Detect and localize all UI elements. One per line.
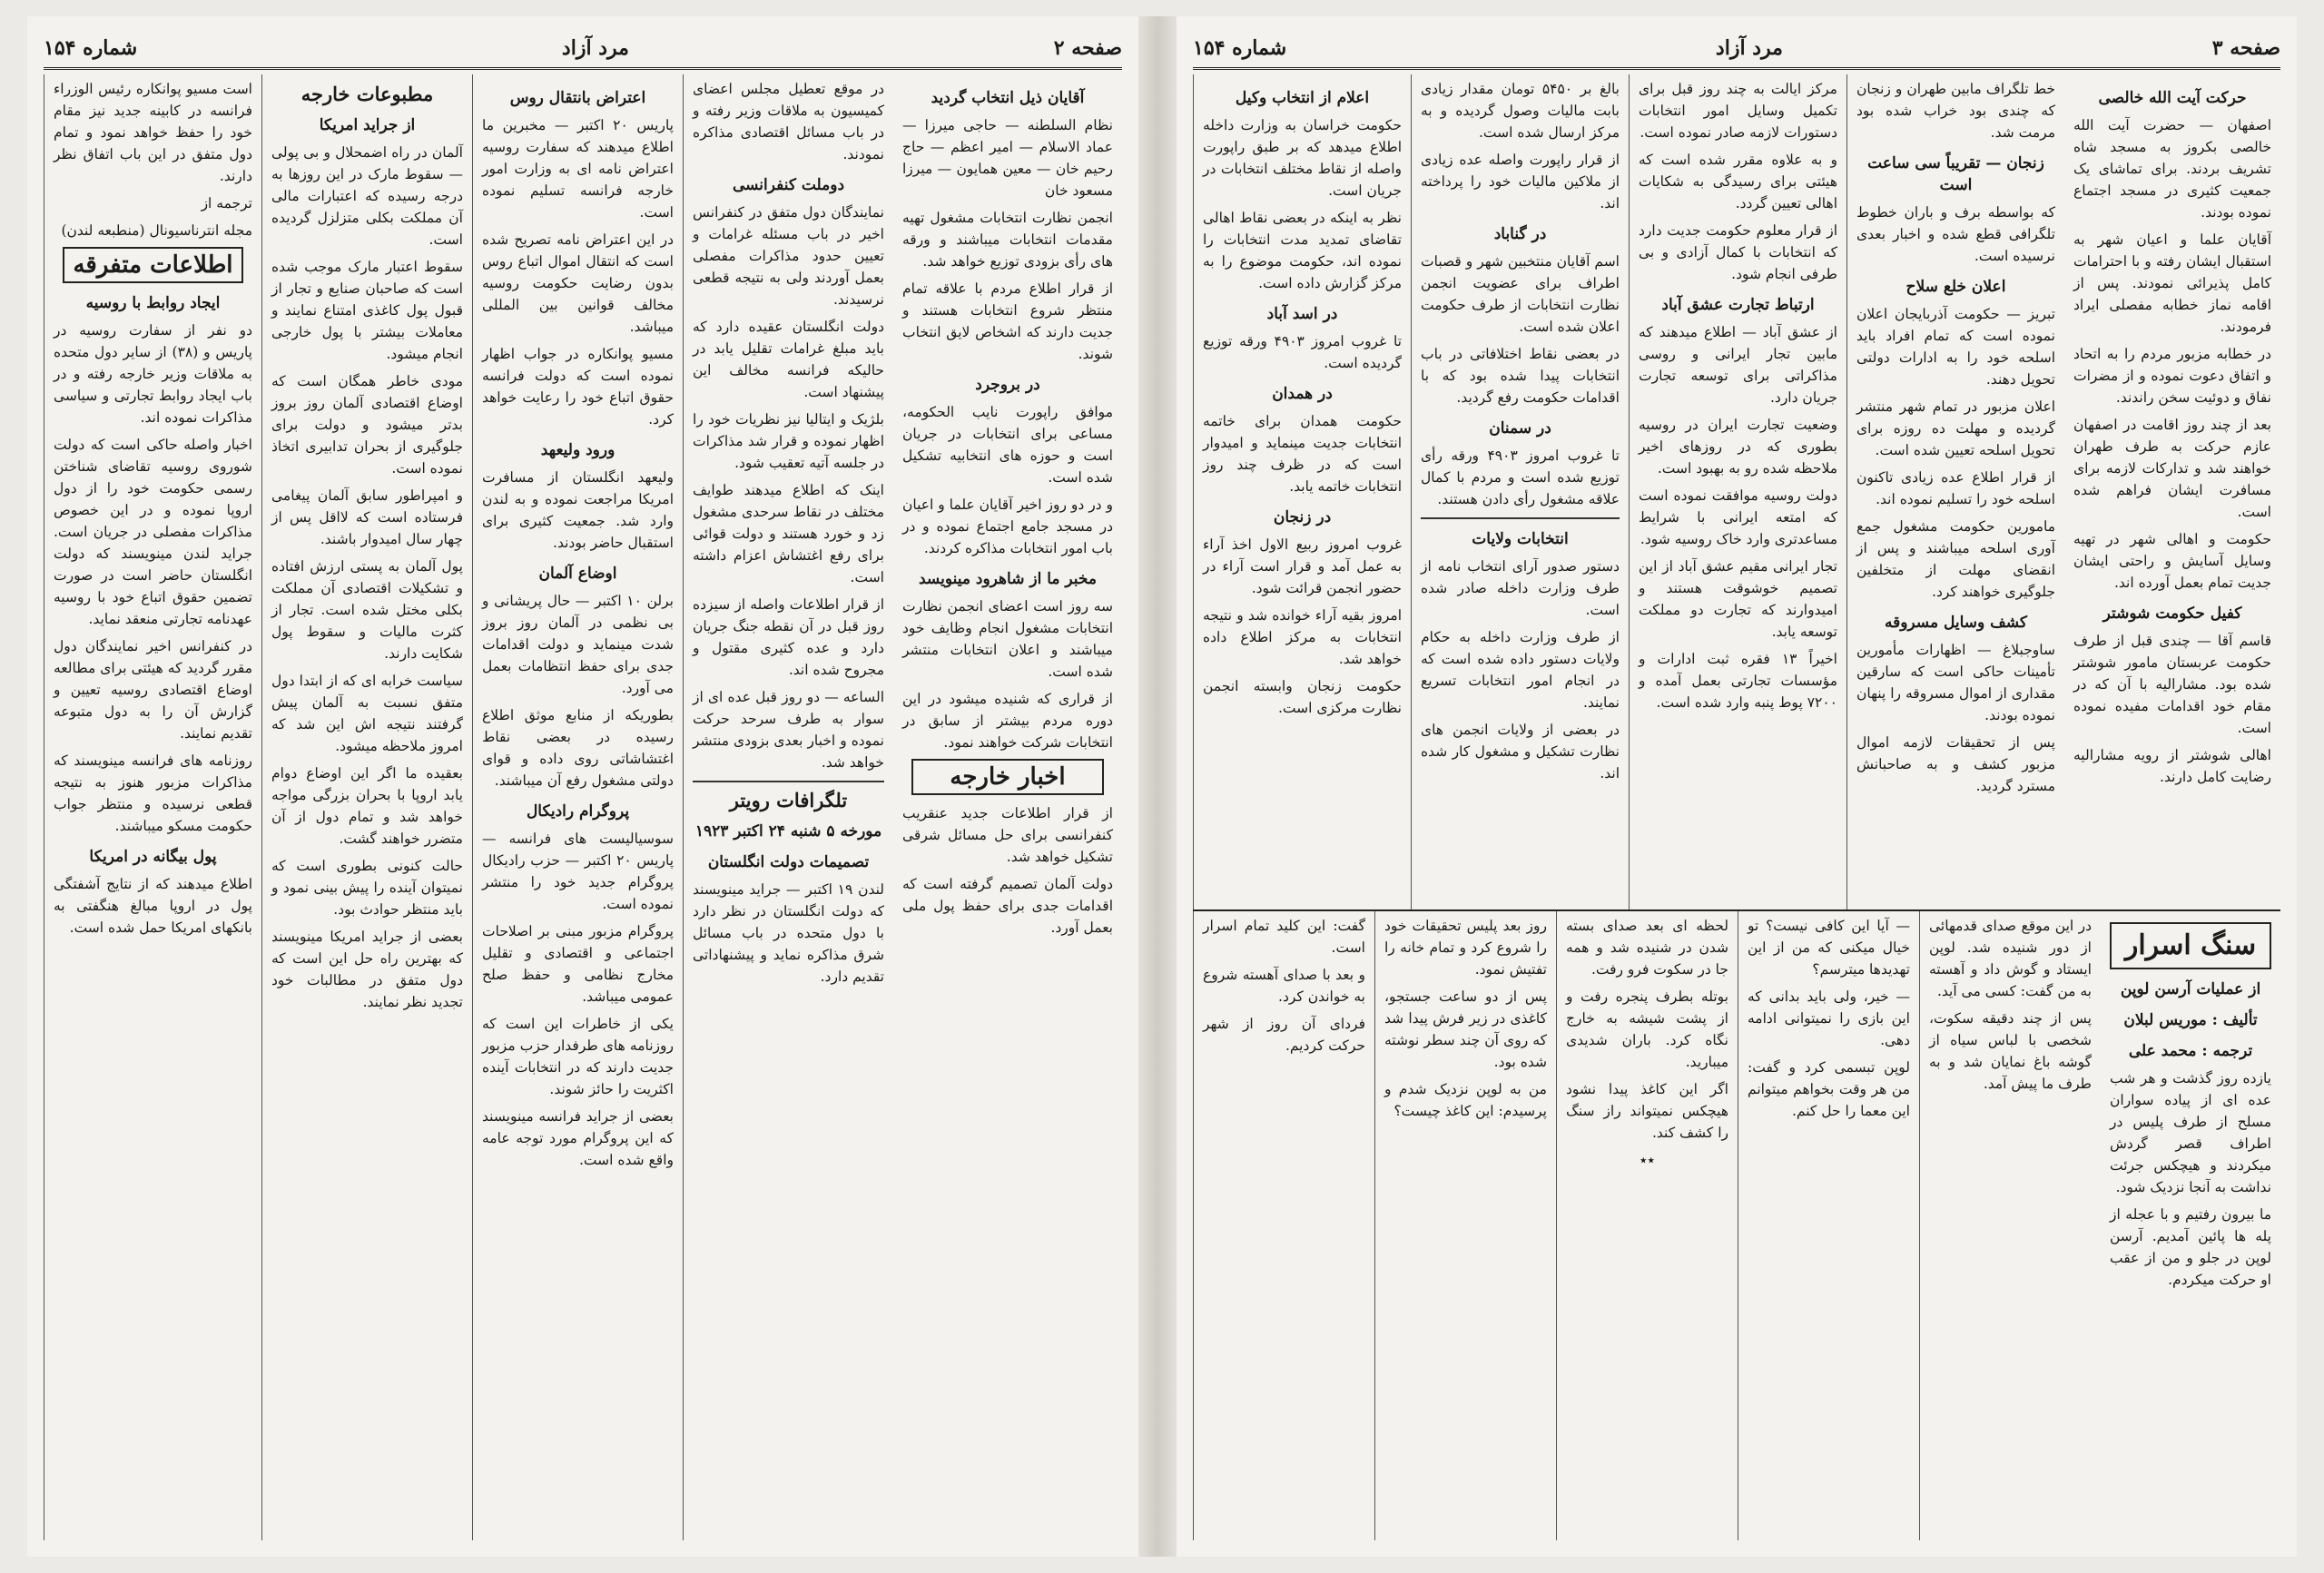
article-text: تبریز — حکومت آذربایجان اعلان نموده است که تمام افراد باید اسلحه خود را به ادارات دولتی تحویل دهند.: [1856, 306, 2055, 388]
article-text: تا غروب امروز ۴۹۰۳ ورقه رأی توزیع شده است و مردم با کمال علاقه مشغول رأی دادن هستند.: [1421, 447, 1620, 507]
story-text: در این موقع صدای قدمهائی از دور شنیده شد. لوپن ایستاد و گوش داد و آهسته به من گفت: کسی می آید.: [1929, 918, 2092, 999]
header-page-number: صفحه ۳: [2211, 36, 2280, 60]
story-title: سنگ اسرار: [2110, 922, 2271, 969]
section-end-mark: ٭٭: [1640, 1152, 1655, 1168]
article-text: اخیراً ۱۳ فقره ثبت ادارات و مؤسسات تجارتی بعمل آمده و ۷۲۰۰ پوط پنبه وارد شده است.: [1639, 651, 1837, 711]
section-subtitle: پول بیگانه در امریکا: [89, 848, 217, 866]
article-text: در این اعتراض نامه تصریح شده است که انتقال اموال اتباع روس بدون رضایت حکومت روسیه مخالف قوانین بین المللی میباشد.: [482, 231, 674, 335]
article-text: مودی خاطر همگان است که اوضاع اقتصادی آلمان روز بروز بدتر میشود و دولت برای جلوگیری از بحران تدابیری اتخاذ نموده است.: [271, 373, 463, 477]
divider: [1421, 517, 1620, 519]
section-subtitle: در سمنان: [1489, 419, 1551, 437]
article-text: بطوریکه از منابع موثق اطلاع رسیده در بعضی نقاط اغتشاشاتی روی داده و قوای دولتی مشغول رفع آن میباشند.: [482, 707, 674, 789]
story-col-5: [1374, 911, 1556, 1540]
story-text: پس از دو ساعت جستجو، کاغذی در زیر فرش پیدا شد که روی آن چند سطر نوشته شده بود.: [1384, 988, 1547, 1070]
article-text: بعضی از جراید امریکا مینویسند که بهترین راه حل این است که دول متفق در مطالبات خود تجدید نظر نمایند.: [271, 929, 463, 1010]
article-text: سه روز است اعضای انجمن نظارت انتخابات مشغول انجام وظایف خود میباشند و اعلان انتخابات منتشر شده است.: [902, 598, 1113, 680]
section-subtitle: ایجاد روابط با روسیه: [85, 294, 221, 312]
article-text: اطلاع میدهند که از نتایج آشفتگی پول در اروپا مبالغ هنگفتی به بانکهای امریکا حمل شده است.: [54, 876, 252, 936]
article-text: در کنفرانس اخیر نمایندگان دول مقرر گردید که هیئتی برای مطالعه اوضاع اقتصادی روسیه تعیین و گزارش آن را به دول متبوعه تقدیم نمایند.: [54, 638, 252, 742]
section-subtitle: اعتراض بانتقال روس: [509, 89, 646, 107]
article-text: پروگرام مزبور مبنی بر اصلاحات اجتماعی و اقتصادی و تقلیل مخارج نظامی و حفظ صلح عمومی میباشد.: [482, 923, 674, 1005]
article-text: لندن ۱۹ اکتبر — جراید مینویسند که دولت انگلستان در نظر دارد با دول متحده در باب مسائل شرق مذاکره نماید و پیشنهاداتی تقدیم دارد.: [693, 881, 884, 985]
article-text: نمایندگان دول متفق در کنفرانس اخیر در باب مسئله غرامات و تعیین حدود مذاکرات مفصلی بعمل آوردند ولی به نتیجه قطعی نرسیدند.: [693, 204, 884, 308]
section-subtitle: در همدان: [1272, 385, 1333, 403]
dateline: مورخه ۵ شنبه ۲۴ اکتبر ۱۹۲۳: [694, 822, 882, 841]
article-text: از قرار اطلاع عده زیادی تاکنون اسلحه خود را تسلیم نموده اند.: [1856, 469, 2055, 507]
section-subtitle: اوضاع آلمان: [538, 565, 617, 583]
section-title: تلگرافات رویتر: [729, 789, 848, 811]
article-text: بعقیده ما اگر این اوضاع دوام یابد اروپا با بحران بزرگی مواجه خواهد شد و تمام دول از آن متضرر خواهند گشت.: [271, 765, 463, 847]
article-text: از قرار معلوم حکومت جدیت دارد که انتخابات با کمال آزادی و بی طرفی انجام شود.: [1639, 222, 1837, 282]
article-text: در بعضی از ولایات انجمن های نظارت تشکیل و مشغول کار شده اند.: [1421, 722, 1620, 782]
article-text: مجله انترناسیونال (منطبعه لندن): [61, 222, 252, 239]
article-text: دستور صدور آرای انتخاب نامه از طرف وزارت داخله صادر شده است.: [1421, 558, 1620, 618]
section-subtitle: پروگرام رادیکال: [526, 802, 630, 821]
story-col-1: [2101, 911, 2280, 1540]
article-text: اسم آقایان منتخبین شهر و قصبات اطراف برای عضویت انجمن نظارت انتخابات از طرف حکومت اعلان شده است.: [1421, 253, 1620, 335]
article-text: پس از تحقیقات لازمه اموال مزبور کشف و به صاحبانش مسترد گردید.: [1856, 734, 2055, 794]
newspaper-spread: [27, 16, 2297, 1557]
article-text: اعلان مزبور در تمام شهر منتشر گردیده و مهلت ده روزه برای تحویل اسلحه تعیین شده است.: [1856, 398, 2055, 458]
section-subtitle: در بروجرد: [975, 376, 1040, 394]
article-text: که بواسطه برف و باران خطوط تلگرافی قطع شده و اخبار بعدی نرسیده است.: [1856, 204, 2055, 264]
header-page-number: صفحه ۲: [1053, 36, 1122, 60]
section-subtitle: در گناباد: [1493, 225, 1547, 243]
right-upper-section: [1193, 74, 2280, 909]
article-text: حالت کنونی بطوری است که نمیتوان آینده را پیش بینی نمود و باید منتظر حوادث بود.: [271, 858, 463, 918]
article-text: ترجمه از: [201, 195, 252, 211]
right-page: [1177, 16, 2297, 1557]
story-translator: ترجمه : محمد علی: [2128, 1042, 2253, 1060]
article-text: آلمان در راه اضمحلال و بی پولی — سقوط مارک در این روزها به درجه رسیده که اعتبارات مالی آن مملکت بکلی متزلزل گردیده است.: [271, 144, 463, 248]
article-text: بلژیک و ایتالیا نیز نظریات خود را اظهار نموده و قرار شد مذاکرات در جلسه آتیه تعقیب شود.: [693, 411, 884, 471]
right-col-a: [2064, 74, 2280, 909]
article-text: و در دو روز اخیر آقایان علما و اعیان در مسجد جامع اجتماع نموده و در باب امور انتخابات مذاکره کردند.: [902, 496, 1113, 556]
article-text: الساعه — دو روز قبل عده ای از سوار به طرف سرحد حرکت نموده و اخبار بعدی بزودی منتشر خواهد شد.: [693, 689, 884, 771]
left-col-4: [683, 74, 893, 1540]
story-text: گفت: این کلید تمام اسرار است.: [1203, 918, 1365, 956]
article-text: یکی از خاطرات این است که روزنامه های طرفدار حزب مزبور جدیت دارند که در انتخابات آینده اکثریت را حائز شوند.: [482, 1016, 674, 1097]
article-text: از قرار اطلاعات جدید عنقریب کنفرانسی برای حل مسائل شرقی تشکیل خواهد شد.: [902, 805, 1113, 865]
article-text: نظام السلطنه — حاجی میرزا — عماد الاسلام — امیر اعظم — حاج رحیم خان — معین همایون — میرزا مسعود خان: [902, 117, 1113, 199]
header-issue-number: شماره ۱۵۴: [1193, 36, 1287, 60]
article-text: در بعضی نقاط اختلافاتی در باب انتخابات پیدا شده بود که با اقدامات حکومت رفع گردید.: [1421, 346, 1620, 406]
article-text: مرکز ایالت به چند روز قبل برای تکمیل وسایل امور انتخابات دستورات لازمه صادر نموده است.: [1639, 81, 1837, 141]
section-subtitle: آقایان ذیل انتخاب گردید: [931, 89, 1085, 107]
article-text: روزنامه های فرانسه مینویسند که مذاکرات مزبور هنوز به نتیجه قطعی نرسیده و منتظر جواب حکومت مسکو میباشند.: [54, 752, 252, 834]
article-text: ولیعهد انگلستان از مسافرت امریکا مراجعت نموده و به لندن وارد شد. جمعیت کثیری برای استقبال حاضر بودند.: [482, 469, 674, 551]
article-text: دولت انگلستان عقیده دارد که باید مبلغ غرامات تقلیل یابد در حالیکه فرانسه مخالف این پیشنهاد است.: [693, 319, 884, 400]
story-col-3: [1738, 911, 1919, 1540]
story-text: روز بعد پلیس تحقیقات خود را شروع کرد و تمام خانه را تفتیش نمود.: [1384, 918, 1547, 978]
article-text: ساوجبلاغ — اظهارات مأمورین تأمینات حاکی است که سارقین مقداری از اموال مسروقه را پنهان نموده بودند.: [1856, 642, 2055, 723]
article-text: بعد از چند روز اقامت در اصفهان عازم حرکت به طرف طهران خواهند شد و تدارکات لازمه برای مسافرت ایشان فراهم شده است.: [2073, 417, 2271, 520]
section-title: مطبوعات خارجه: [300, 83, 434, 105]
article-text: از قرار راپورت واصله عده زیادی از ملاکین مالیات خود را پرداخته اند.: [1421, 152, 1620, 211]
article-text: اخبار واصله حاکی است که دولت شوروی روسیه تقاضای شناختن رسمی حکومت خود را از دول اروپا نموده و در این خصوص مذاکرات مفصلی در جریان است. جراید لندن مینویسند که دولت انگلستان حاضر است در صورت تضمین حقوق اتباع خود با روسیه عهدنامه تجارتی منعقد نماید.: [54, 437, 252, 627]
story-text: و بعد با صدای آهسته شروع به خواندن کرد.: [1203, 967, 1365, 1005]
section-title: اطلاعات متفرقه: [63, 247, 243, 283]
story-col-2: [1919, 911, 2101, 1540]
header-issue-number: شماره ۱۵۴: [44, 36, 138, 60]
article-text: امروز بقیه آراء خوانده شد و نتیجه انتخابات به مرکز اطلاع داده خواهد شد.: [1203, 607, 1402, 667]
article-text: انجمن نظارت انتخابات مشغول تهیه مقدمات انتخابات میباشند و ورقه های رأی بزودی توزیع خواهد شد.: [902, 210, 1113, 270]
right-col-e: [1193, 74, 1411, 909]
left-page: [27, 16, 1138, 1557]
section-subtitle: حرکت آیت الله خالصی: [2098, 89, 2247, 107]
article-text: و امپراطور سابق آلمان پیغامی فرستاده است که لااقل پس از چهار سال امیدوار باشند.: [271, 487, 463, 547]
article-text: موافق راپورت نایب الحکومه، مساعی برای انتخابات در جریان است و حوزه های انتخابیه تشکیل شده است.: [902, 404, 1113, 486]
article-text: است مسیو پوانکاره رئیس الوزراء فرانسه در کابینه جدید نیز مقام خود را حفظ خواهد نمود و تمام دول متفق در این باب اتفاق نظر دارند.: [54, 81, 252, 184]
left-col-3: [472, 74, 683, 1540]
article-text: بعضی از جراید فرانسه مینویسند که این پروگرام مورد توجه عامه واقع شده است.: [482, 1108, 674, 1168]
article-text: برلن ۱۰ اکتبر — حال پریشانی و بی نظمی در آلمان روز بروز شدت مینماید و دولت اقدامات جدی برای حفظ انتظامات بعمل می آورد.: [482, 593, 674, 696]
right-col-c: [1629, 74, 1846, 909]
article-text: سقوط اعتبار مارک موجب شده است که صاحبان صنایع و تجار از قبول پول کاغذی امتناع نمایند و معاملات بیشتر با پول خارجی انجام میشود.: [271, 259, 463, 362]
story-text: پس از چند دقیقه سکوت، شخصی با لباس سیاه از گوشه باغ نمایان شد و به طرف ما پیش آمد.: [1929, 1010, 2092, 1092]
article-text: بالغ بر ۵۴۵۰ تومان مقدار زیادی بابت مالیات وصول گردیده و به مرکز ارسال شده است.: [1421, 81, 1620, 141]
section-subtitle: کفیل حکومت شوشتر: [2102, 605, 2242, 623]
section-subtitle: از جراید امریکا: [319, 116, 416, 134]
story-author: تألیف : موریس لبلان: [2123, 1011, 2258, 1029]
article-text: از قرار اطلاعات واصله از سیزده روز قبل در آن نقطه جنگ جریان دارد و عده کثیری مقتول و مجروح شده اند.: [693, 596, 884, 678]
article-text: اصفهان — حضرت آیت الله خالصی بکروز به مسجد شاه تشریف بردند. برای تماشای یک جمعیت کثیری در مسجد اجتماع نموده بودند.: [2073, 117, 2271, 221]
right-col-d: [1411, 74, 1629, 909]
section-subtitle: کشف وسایل مسروقه: [1884, 614, 2028, 632]
story-text: ما بیرون رفتیم و با عجله از پله ها پائین آمدیم. آرسن لوپن در جلو و من از عقب او حرکت میکردم.: [2110, 1206, 2271, 1288]
article-text: نظر به اینکه در بعضی نقاط اهالی تقاضای تمدید مدت انتخابات را نموده اند، حکومت موضوع را به مرکز گزارش داده است.: [1203, 210, 1402, 291]
story-col-6: [1193, 911, 1374, 1540]
article-text: و به علاوه مقرر شده است که هیئتی برای رسیدگی به شکایات اهالی تعیین گردد.: [1639, 152, 1837, 211]
right-col-b: [1846, 74, 2064, 909]
article-text: حکومت زنجان وابسته انجمن نظارت مرکزی است.: [1203, 678, 1402, 716]
article-text: در موقع تعطیل مجلس اعضای کمیسیون به ملاقات وزیر رفته و در باب مسائل اقتصادی مذاکره نمودند.: [693, 81, 884, 162]
section-subtitle: ورود ولیعهد: [540, 441, 615, 459]
story-text: یازده روز گذشت و هر شب عده ای از پیاده سواران مسلح از طرف پلیس در اطراف قصر گردش میکردند و هیچکس جرئت نداشت به آنجا نزدیک شود.: [2110, 1070, 2271, 1195]
article-text: خط تلگراف مابین طهران و زنجان که چندی بود خراب شده بود مرمت شد.: [1856, 81, 2055, 141]
story-col-4: [1556, 911, 1738, 1540]
article-text: از قراری که شنیده میشود در این دوره مردم بیشتر از سابق در انتخابات شرکت خواهند نمود.: [902, 691, 1113, 751]
article-text: از عشق آباد — اطلاع میدهند که مابین تجار ایرانی و روسی مذاکراتی برای توسعه تجارت جریان دارد.: [1639, 324, 1837, 406]
article-text: سیاست خرابه ای که از ابتدا دول متفق نسبت به آلمان پیش گرفتند نتیجه اش این شد که امروز ملاحظه میشود.: [271, 673, 463, 754]
story-text: — آیا این کافی نیست؟ تو خیال میکنی که من از این تهدیدها میترسم؟: [1748, 918, 1910, 978]
story-subtitle: از عملیات آرسن لوپن: [2120, 980, 2261, 998]
section-subtitle: در زنجان: [1273, 508, 1332, 526]
article-text: دولت آلمان تصمیم گرفته است که اقدامات جدی برای حفظ پول ملی بعمل آورد.: [902, 876, 1113, 936]
story-text: لحظه ای بعد صدای بسته شدن در شنیده شد و همه جا در سکوت فرو رفت.: [1566, 918, 1728, 978]
left-col-5: [893, 74, 1122, 1540]
article-text: دو نفر از سفارت روسیه در پاریس و (۳۸) از سایر دول متحده به ملاقات وزیر خارجه رفته و در باب ایجاد روابط تجارتی و سیاسی مذاکرات نموده اند.: [54, 322, 252, 426]
left-col-2: [261, 74, 472, 1540]
left-page-header: [44, 29, 1122, 70]
story-text: من به لوپن نزدیک شدم و پرسیدم: این کاغذ چیست؟: [1384, 1081, 1547, 1119]
story-text: — خیر، ولی باید بدانی که این بازی را نمیتوانی ادامه دهی.: [1748, 988, 1910, 1048]
section-subtitle: اعلان خلع سلاح: [1905, 278, 2006, 296]
article-text: پول آلمان به پستی ارزش افتاده و تشکیلات اقتصادی آن مملکت بکلی مختل شده است. تجار از کثرت مالیات و سقوط پول شکایت دارند.: [271, 558, 463, 662]
article-text: حکومت خراسان به وزارت داخله اطلاع میدهد که بر طبق راپورت واصله از نقاط مختلف انتخابات در جریان است.: [1203, 117, 1402, 199]
article-text: غروب امروز ربیع الاول اخذ آراء به عمل آمد و قرار است آراء در حضور انجمن قرائت شود.: [1203, 536, 1402, 596]
article-text: سوسیالیست های فرانسه — پاریس ۲۰ اکتبر — حزب رادیکال پروگرام جدید خود را منتشر نموده است.: [482, 831, 675, 912]
section-subtitle: ارتباط تجارت عشق آباد: [1661, 296, 1815, 314]
section-subtitle: در اسد آباد: [1266, 305, 1338, 323]
article-text: اینک که اطلاع میدهند طوایف مختلف در نقاط سرحدی مشغول زد و خورد هستند و دولت قوائی برای رفع اغتشاش اعزام داشته است.: [693, 482, 884, 585]
article-text: حکومت همدان برای خاتمه انتخابات جدیت مینماید و امیدوار است که در ظرف چند روز انتخابات خاتمه یابد.: [1203, 413, 1402, 495]
article-text: اهالی شوشتر از رویه مشارالیه رضایت کامل دارند.: [2073, 747, 2271, 785]
section-title: اخبار خارجه: [911, 759, 1104, 795]
article-text: مسیو پوانکاره در جواب اظهار نموده است که دولت فرانسه حقوق اتباع خود را رعایت خواهد کرد.: [482, 346, 674, 428]
serial-story-section: [1193, 909, 2280, 1540]
header-paper-name: مرد آزاد: [1715, 36, 1783, 60]
article-text: قاسم آقا — چندی قبل از طرف حکومت عربستان مامور شوشتر شده بود. مشارالیه با آن که در مقام خود اقدامات مفیده نموده است.: [2073, 633, 2271, 736]
article-text: حکومت و اهالی شهر در تهیه وسایل آسایش و راحتی ایشان جدیت تمام بعمل آورده اند.: [2073, 531, 2271, 591]
right-page-header: [1193, 29, 2280, 70]
header-paper-name: مرد آزاد: [561, 36, 629, 60]
left-col-1: [44, 74, 261, 1540]
story-text: فردای آن روز از شهر حرکت کردیم.: [1203, 1016, 1365, 1054]
article-text: از طرف وزارت داخله به حکام ولایات دستور داده شده است که در انجام امور انتخابات تسریع نمایند.: [1421, 629, 1620, 711]
article-text: وضعیت تجارت ایران در روسیه بطوری که در روزهای اخیر ملاحظه شده رو به بهبود است.: [1639, 417, 1837, 477]
story-text: بوتله بطرف پنجره رفت و از پشت شیشه به خارج نگاه کرد. باران شدیدی میبارید.: [1566, 988, 1728, 1070]
section-subtitle: زنجان — تقریباً سی ساعت است: [1867, 154, 2044, 194]
article-text: تا غروب امروز ۴۹۰۳ ورقه توزیع گردیده است.: [1203, 333, 1402, 371]
divider: [693, 781, 884, 782]
article-text: در خطابه مزبور مردم را به اتحاد و اتفاق دعوت نموده و از مضرات نفاق و دوئیت سخن راندند.: [2073, 346, 2271, 406]
story-text: لوپن تبسمی کرد و گفت: من هر وقت بخواهم میتوانم این معما را حل کنم.: [1748, 1059, 1910, 1119]
article-text: مامورین حکومت مشغول جمع آوری اسلحه میباشند و پس از انقضای مهلت از متخلفین جلوگیری خواهند کرد.: [1856, 518, 2055, 600]
story-text: اگر این کاغذ پیدا نشود هیچکس نمیتواند راز سنگ را کشف کند.: [1566, 1081, 1728, 1141]
article-text: تجار ایرانی مقیم عشق آباد از این تصمیم خوشوقت هستند و امیدوارند که تجارت دو مملکت توسعه یابد.: [1639, 558, 1837, 640]
section-subtitle: انتخابات ولایات: [1472, 530, 1569, 548]
article-text: دولت روسیه موافقت نموده است که امتعه ایرانی با شرایط مساعدتری وارد خاک روسیه شود.: [1639, 487, 1837, 547]
article-text: پاریس ۲۰ اکتبر — مخبرین ما اطلاع میدهند که سفارت روسیه اعتراض نامه ای به وزارت امور خارجه فرانسه تسلیم نموده است.: [482, 117, 674, 221]
section-subtitle: تصمیمات دولت انگلستان: [707, 853, 870, 871]
article-text: آقایان علما و اعیان شهر به استقبال ایشان رفته و با احترامات کامل پذیرائی نمودند. پس از اقامه نماز خطابه مفصلی ایراد فرمودند.: [2073, 231, 2271, 335]
section-subtitle: دوملت کنفرانسی: [732, 176, 845, 194]
article-text: از قرار اطلاع مردم با علاقه تمام منتظر شروع انتخابات هستند و جدیت دارند که اشخاص لایق انتخاب شوند.: [902, 280, 1113, 362]
page-gutter: [1138, 16, 1177, 1557]
section-subtitle: مخبر ما از شاهرود مینویسد: [919, 570, 1097, 588]
section-subtitle: اعلام از انتخاب وکیل: [1235, 89, 1370, 107]
